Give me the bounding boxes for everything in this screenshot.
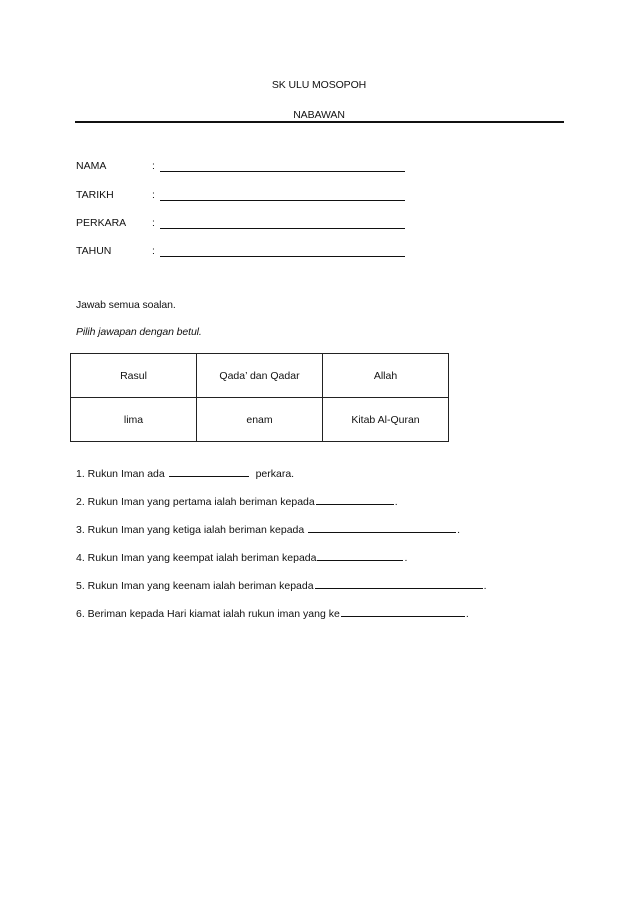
answer-blank[interactable] — [169, 467, 249, 477]
question-text: 2. Rukun Iman yang pertama ialah beriman kepada — [76, 496, 315, 508]
question-text: 5. Rukun Iman yang keenam ialah beriman kepada — [76, 580, 314, 592]
instruction-choose: Pilih jawapan dengan betul. — [76, 326, 202, 338]
question-suffix: perkara. — [255, 468, 295, 480]
table-cell: enam — [197, 398, 323, 442]
question-suffix: . — [465, 608, 469, 620]
question-6 — [76, 607, 469, 620]
answer-blank[interactable] — [308, 523, 456, 533]
table-row — [71, 354, 449, 398]
tarikh-input-line[interactable] — [160, 200, 405, 201]
answer-blank[interactable] — [317, 551, 403, 561]
question-3 — [76, 523, 460, 536]
field-colon: : — [152, 160, 155, 172]
question-suffix: . — [394, 496, 398, 508]
question-2 — [76, 495, 398, 508]
field-colon: : — [152, 217, 155, 229]
question-4 — [76, 551, 407, 564]
question-1 — [76, 467, 294, 480]
nama-input-line[interactable] — [160, 171, 405, 172]
question-suffix: . — [404, 552, 408, 564]
field-label: PERKARA — [76, 217, 127, 229]
question-suffix: . — [483, 580, 487, 592]
field-colon: : — [152, 245, 155, 257]
school-location: NABAWAN — [293, 109, 345, 121]
question-text: 4. Rukun Iman yang keempat ialah beriman kepada — [76, 552, 317, 564]
field-label: TARIKH — [76, 189, 114, 201]
table-row — [71, 398, 449, 442]
table-cell: Allah — [323, 354, 449, 398]
field-label: NAMA — [76, 160, 107, 172]
instruction-main: Jawab semua soalan. — [76, 299, 176, 311]
question-text: 1. Rukun Iman ada — [76, 468, 165, 480]
table-cell: lima — [71, 398, 197, 442]
school-name: SK ULU MOSOPOH — [271, 79, 367, 91]
field-label: TAHUN — [76, 245, 112, 257]
answer-blank[interactable] — [315, 579, 483, 589]
question-5 — [76, 579, 486, 592]
header-divider — [75, 121, 564, 123]
table-cell: Rasul — [71, 354, 197, 398]
perkara-input-line[interactable] — [160, 228, 405, 229]
answer-choices-table — [70, 353, 449, 442]
answer-blank[interactable] — [341, 607, 465, 617]
answer-blank[interactable] — [316, 495, 394, 505]
table-cell: Kitab Al-Quran — [323, 398, 449, 442]
question-suffix: . — [457, 524, 461, 536]
tahun-input-line[interactable] — [160, 256, 405, 257]
table-cell: Qada’ dan Qadar — [197, 354, 323, 398]
question-text: 6. Beriman kepada Hari kiamat ialah rukun iman yang ke — [76, 608, 340, 620]
question-text: 3. Rukun Iman yang ketiga ialah beriman kepada — [76, 524, 305, 536]
field-colon: : — [152, 189, 155, 201]
